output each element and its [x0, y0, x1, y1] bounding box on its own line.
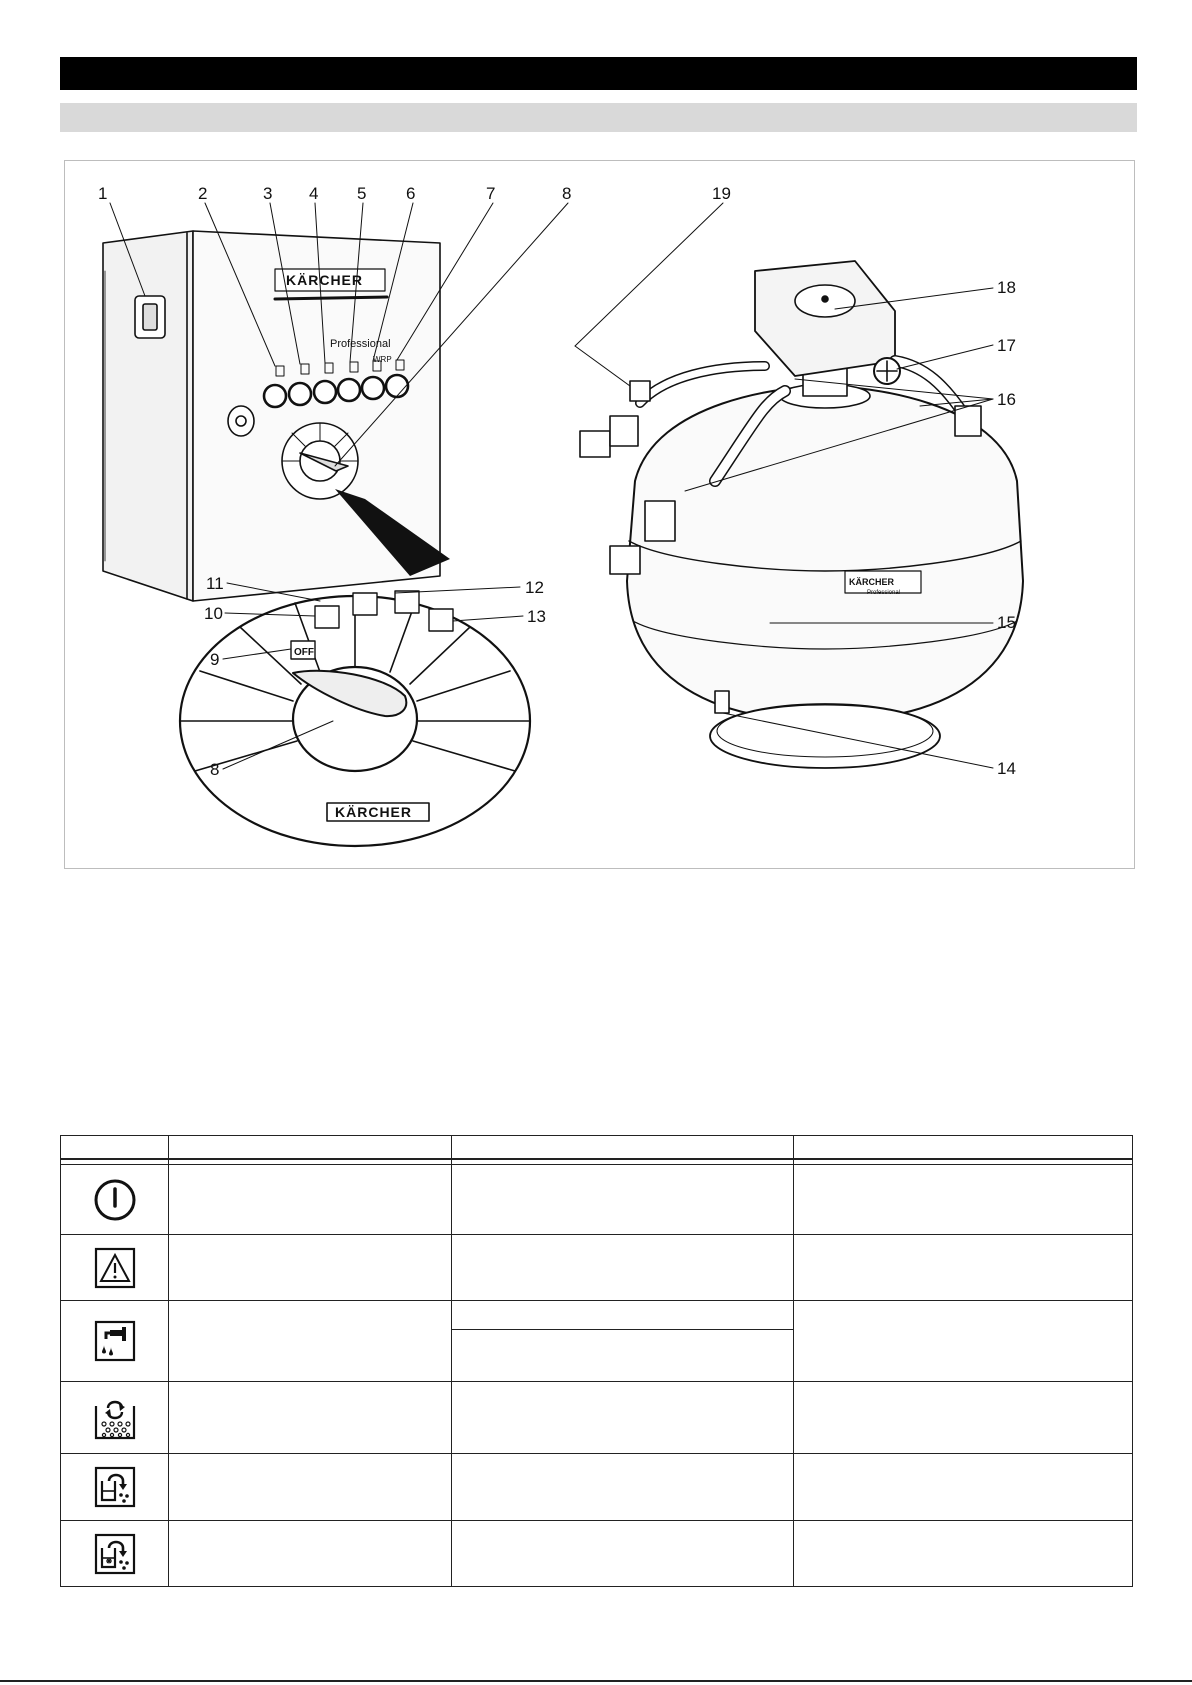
- table-cell: [794, 1382, 1133, 1454]
- cabinet-product-line-text: Professional: [330, 338, 391, 350]
- table-cell: [169, 1235, 452, 1301]
- table-cell-icon: [61, 1165, 169, 1235]
- cabinet-model-text: WRP: [373, 355, 392, 364]
- callout-5: 5: [357, 184, 367, 203]
- table-cell: [169, 1165, 452, 1235]
- table-row: [61, 1301, 1133, 1330]
- table-cell-icon: [61, 1382, 169, 1454]
- table-row: [61, 1235, 1133, 1301]
- table-cell: [169, 1382, 452, 1454]
- table-cell: [794, 1521, 1133, 1587]
- callout-15: 15: [997, 613, 1016, 632]
- table-cell-icon: [61, 1301, 169, 1382]
- callout-11: 11: [206, 574, 224, 593]
- table-header-cell: [169, 1136, 452, 1160]
- table-cell: [794, 1454, 1133, 1521]
- callout-9: 9: [210, 650, 220, 669]
- callout-4: 4: [309, 184, 319, 203]
- callout-12: 12: [525, 578, 544, 597]
- callout-16: 16: [997, 390, 1016, 409]
- callout-8: 8: [562, 184, 572, 203]
- table-header-cell: [452, 1136, 794, 1160]
- callout-2: 2: [198, 184, 208, 203]
- rinse-tank-icon: [93, 1465, 137, 1509]
- table-cell: [452, 1521, 794, 1587]
- cabinet-brand-text: KÄRCHER: [286, 272, 363, 288]
- table-cell: [169, 1521, 452, 1587]
- power-icon: [92, 1177, 138, 1223]
- cabinet-lock: [228, 406, 254, 436]
- dial-off-label: OFF: [294, 647, 314, 658]
- table-cell: [452, 1454, 794, 1521]
- callout-3: 3: [263, 184, 273, 203]
- callout-8-dial: 8: [210, 760, 220, 779]
- table-cell: [452, 1165, 794, 1235]
- callout-10: 10: [204, 604, 223, 623]
- table-header-cell: [794, 1136, 1133, 1160]
- control-cabinet: [103, 231, 450, 601]
- main-switch: [135, 296, 165, 338]
- table-cell: [169, 1454, 452, 1521]
- device-illustration: [65, 161, 1136, 870]
- dial-brand-text: KÄRCHER: [335, 804, 412, 820]
- callout-7: 7: [486, 184, 496, 203]
- table-row: [61, 1454, 1133, 1521]
- callout-13: 13: [527, 607, 546, 626]
- table-cell: [452, 1330, 794, 1382]
- water-tap-icon: [93, 1319, 137, 1363]
- page-bottom-rule: [0, 1680, 1192, 1682]
- table-cell: [452, 1301, 794, 1330]
- table-cell-icon: [61, 1235, 169, 1301]
- section-title-bar: [60, 57, 1137, 90]
- table-cell-icon: [61, 1521, 169, 1587]
- callout-17: 17: [997, 336, 1016, 355]
- tank-brand-text: KÄRCHER: [849, 577, 894, 587]
- disinfect-tank-icon: [93, 1532, 137, 1576]
- table-row: [61, 1382, 1133, 1454]
- callout-1: 1: [98, 184, 108, 203]
- callout-19: 19: [712, 184, 731, 203]
- table-cell: [169, 1301, 452, 1382]
- callout-18: 18: [997, 278, 1016, 297]
- symbol-table: [60, 1135, 1133, 1587]
- table-header-cell: [61, 1136, 169, 1160]
- subsection-title-bar: [60, 103, 1137, 132]
- table-cell: [794, 1301, 1133, 1382]
- sand-filter-tank: [580, 261, 1023, 768]
- table-row: [61, 1165, 1133, 1235]
- table-cell: [794, 1235, 1133, 1301]
- table-cell: [452, 1235, 794, 1301]
- table-cell: [794, 1165, 1133, 1235]
- table-cell: [452, 1382, 794, 1454]
- table-cell-icon: [61, 1454, 169, 1521]
- cabinet-program-dial: [282, 423, 358, 499]
- tank-product-line-text: Professional: [867, 590, 901, 596]
- callout-14: 14: [997, 759, 1016, 778]
- warning-triangle-icon: [93, 1246, 137, 1290]
- table-header-row: [61, 1136, 1133, 1160]
- callout-6: 6: [406, 184, 416, 203]
- backwash-filter-icon: [91, 1394, 139, 1442]
- table-row: [61, 1521, 1133, 1587]
- device-overview-figure: [64, 160, 1135, 869]
